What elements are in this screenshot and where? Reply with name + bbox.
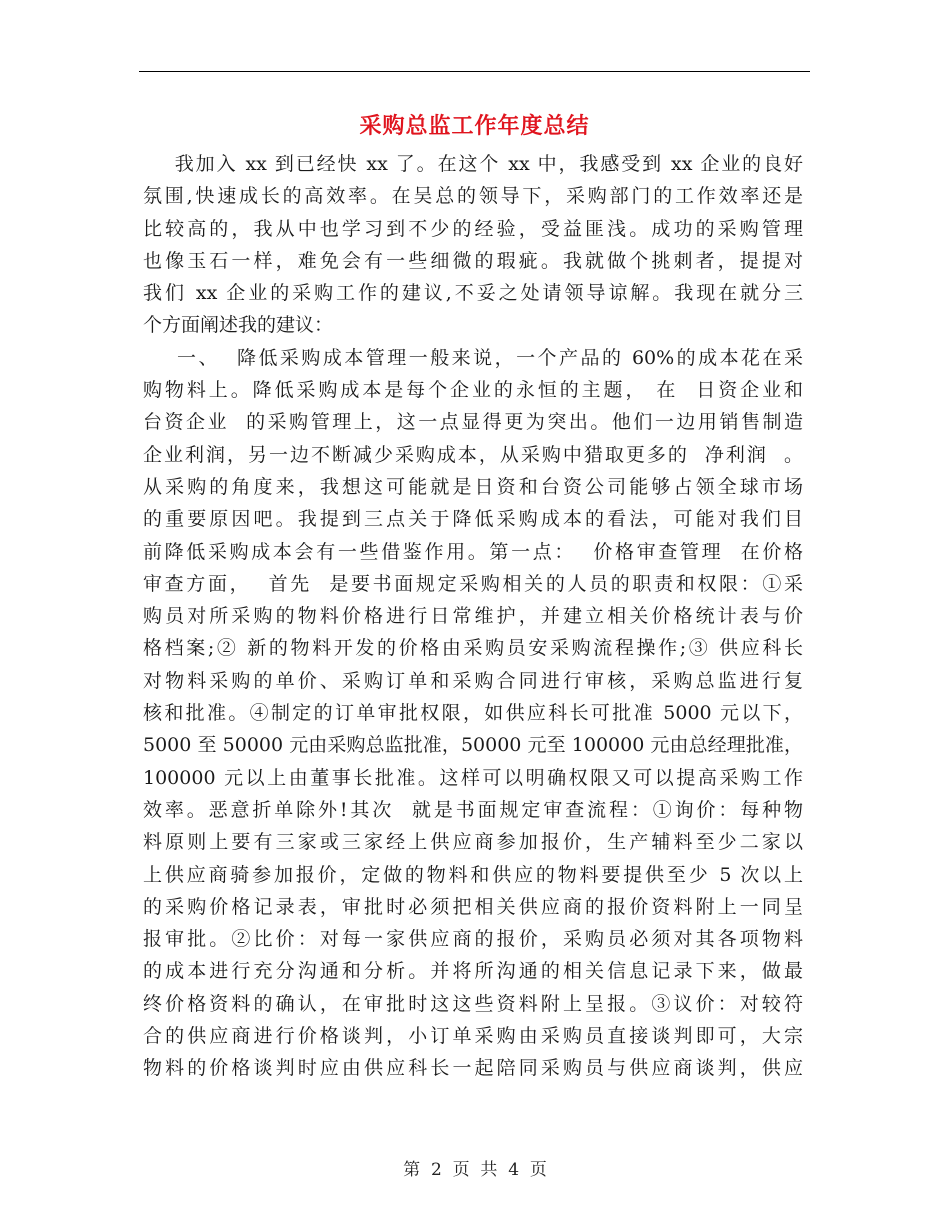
- body-text-line: 个方面阐述我的建议：: [143, 314, 334, 337]
- body-text-line: 一、 降低采购成本管理一般来说，一个产品的 60%的成本花在采: [143, 346, 803, 369]
- body-text-line: 效率。恶意折单除外!其次 就是书面规定审查流程：①询价：每种物: [143, 798, 803, 821]
- body-text-line: 核和批准。④制定的订单审批权限，如供应科长可批准 5000 元以下，: [143, 702, 803, 725]
- body-text-line: 购员对所采购的物料价格进行日常维护，并建立相关价格统计表与价: [143, 605, 803, 628]
- body-text-line: 5000 至 50000 元由采购总监批准，50000 元至 100000 元由总经理批准，: [143, 734, 803, 757]
- body-text-line: 上供应商骑参加报价，定做的物料和供应的物料要提供至少 5 次以上: [143, 863, 803, 886]
- body-text-line: 从采购的角度来，我想这可能就是日资和台资公司能够占领全球市场: [143, 475, 803, 498]
- body-text-line: 审查方面， 首先 是要书面规定采购相关的人员的职责和权限：①采: [143, 572, 803, 595]
- body-text-line: 的重要原因吧。我提到三点关于降低采购成本的看法，可能对我们目: [143, 508, 803, 531]
- body-text-line: 氛围,快速成长的高效率。在吴总的领导下，采购部门的工作效率还是: [143, 185, 803, 208]
- body-text-line: 比较高的，我从中也学习到不少的经验，受益匪浅。成功的采购管理: [143, 217, 803, 240]
- header-rule: [139, 71, 810, 72]
- document-title: 采购总监工作年度总结: [359, 113, 590, 139]
- body-text-line: 格档案;② 新的物料开发的价格由采购员安采购流程操作;③ 供应科长: [143, 637, 803, 660]
- body-text-line: 报审批。②比价：对每一家供应商的报价，采购员必须对其各项物料: [143, 928, 803, 951]
- body-text-line: 物料的价格谈判时应由供应科长一起陪同采购员与供应商谈判，供应: [143, 1057, 803, 1080]
- body-text-line: 我加入 xx 到已经快 xx 了。在这个 xx 中，我感受到 xx 企业的良好: [143, 153, 803, 175]
- body-text-line: 前降低采购成本会有一些借鉴作用。第一点： 价格审查管理 在价格: [143, 540, 803, 563]
- body-text-line: 对物料采购的单价、采购订单和采购合同进行审核，采购总监进行复: [143, 669, 803, 692]
- body-text-line: 企业利润，另一边不断减少采购成本，从采购中猎取更多的 净利润 。: [143, 443, 803, 466]
- body-text-line: 合的供应商进行价格谈判，小订单采购由采购员直接谈判即可，大宗: [143, 1025, 803, 1048]
- body-text-line: 的采购价格记录表，审批时必须把相关供应商的报价资料附上一同呈: [143, 895, 803, 918]
- body-text-line: 的成本进行充分沟通和分析。并将所沟通的相关信息记录下来，做最: [143, 960, 803, 983]
- body-text-line: 购物料上。降低采购成本是每个企业的永恒的主题， 在 日资企业和: [143, 379, 803, 402]
- page-number-footer: 第 2 页 共 4 页: [403, 1160, 547, 1180]
- body-text-line: 也像玉石一样，难免会有一些细微的瑕疵。我就做个挑刺者，提提对: [143, 249, 803, 272]
- document-body: [143, 148, 803, 1085]
- body-text-line: 我们 xx 企业的采购工作的建议,不妥之处请领导谅解。我现在就分三: [143, 282, 803, 305]
- body-text-line: 台资企业 的采购管理上，这一点显得更为突出。他们一边用销售制造: [143, 411, 803, 434]
- body-text-line: 终价格资料的确认，在审批时这这些资料附上呈报。③议价：对较符: [143, 992, 803, 1015]
- body-text-line: 100000 元以上由董事长批准。这样可以明确权限又可以提高采购工作: [143, 766, 803, 789]
- body-text-line: 料原则上要有三家或三家经上供应商参加报价，生产辅料至少二家以: [143, 831, 803, 854]
